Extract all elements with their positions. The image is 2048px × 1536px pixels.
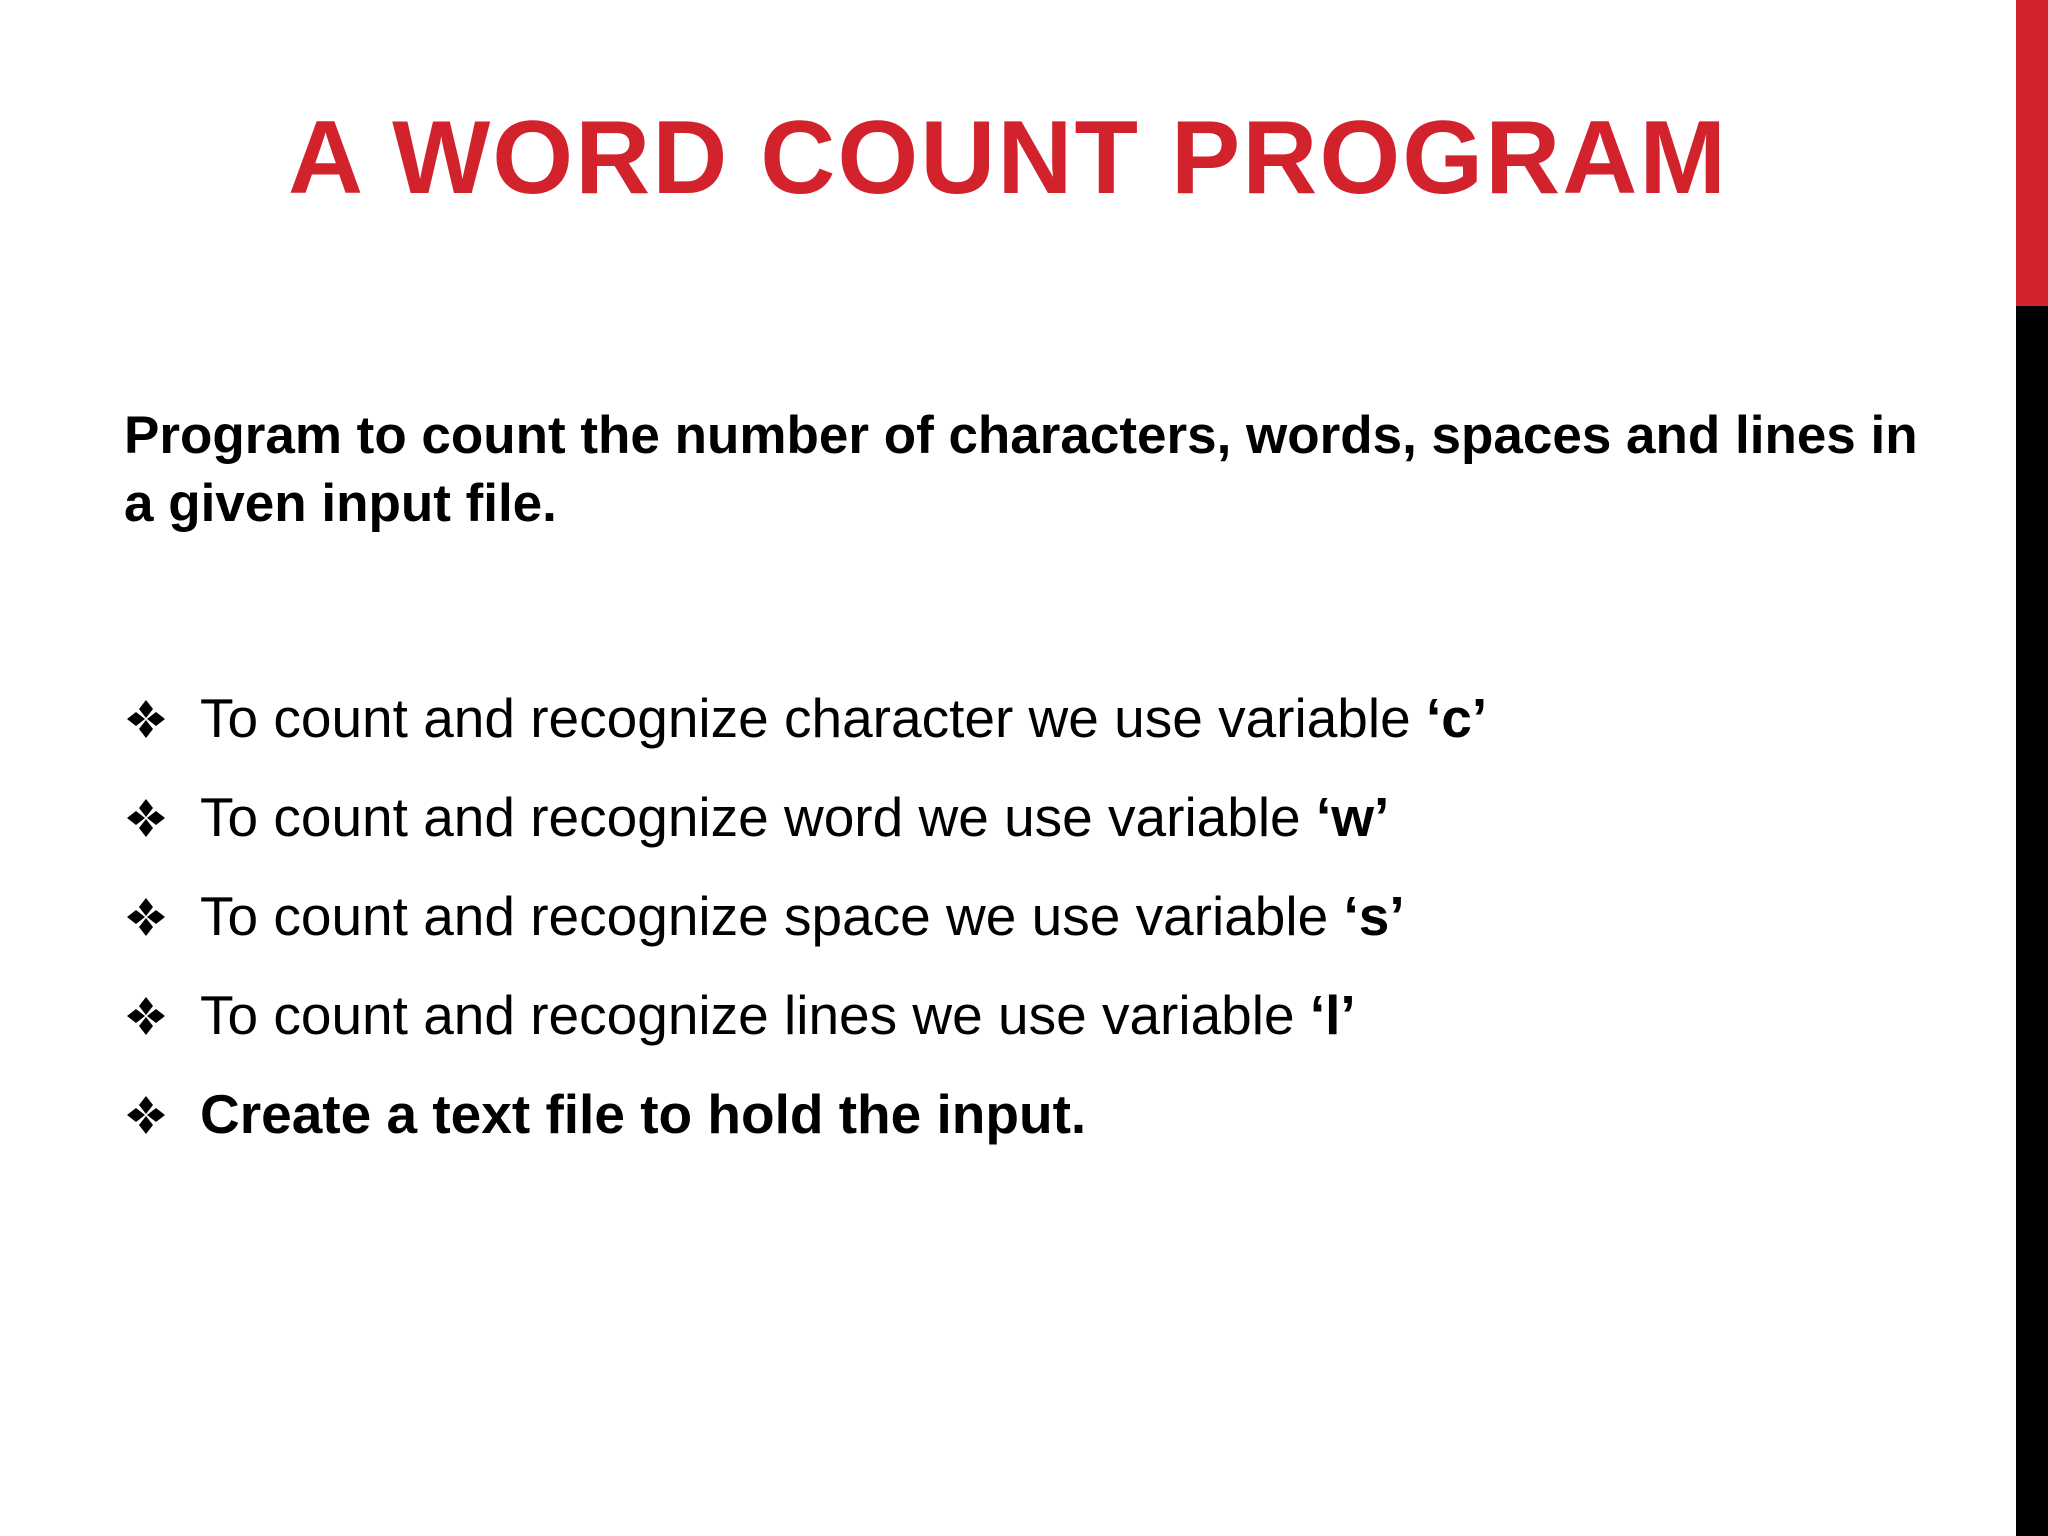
four-diamond-icon xyxy=(124,891,200,941)
four-diamond-icon xyxy=(124,792,200,842)
bullet-item xyxy=(124,767,1984,866)
bullet-item xyxy=(124,866,1984,965)
slide-title: A WORD COUNT PROGRAM xyxy=(287,100,1729,216)
four-diamond-icon xyxy=(124,1089,200,1139)
bullet-variable: ‘l’ xyxy=(1309,983,1356,1046)
bullet-list xyxy=(124,668,1984,1163)
four-diamond-icon xyxy=(124,693,200,743)
bullet-text: To count and recognize character we use variable xyxy=(200,686,1426,749)
bullet-variable: ‘s’ xyxy=(1343,884,1405,947)
four-diamond-icon xyxy=(124,990,200,1040)
accent-bar-black xyxy=(2016,306,2048,1536)
bullet-item xyxy=(124,668,1984,767)
accent-bar-red xyxy=(2016,0,2048,306)
intro-paragraph: Program to count the number of characters, words, spaces and lines in a given input file. xyxy=(124,406,1918,533)
bullet-variable: ‘c’ xyxy=(1425,686,1488,749)
bullet-text: To count and recognize lines we use variable xyxy=(200,983,1310,1046)
bullet-text: To count and recognize word we use variable xyxy=(200,785,1316,848)
bullet-item xyxy=(124,1064,1984,1163)
bullet-text: Create a text file to hold the input. xyxy=(200,1082,1087,1145)
bullet-text: To count and recognize space we use variable xyxy=(200,884,1344,947)
bullet-item xyxy=(124,965,1984,1064)
bullet-variable: ‘w’ xyxy=(1315,785,1390,848)
